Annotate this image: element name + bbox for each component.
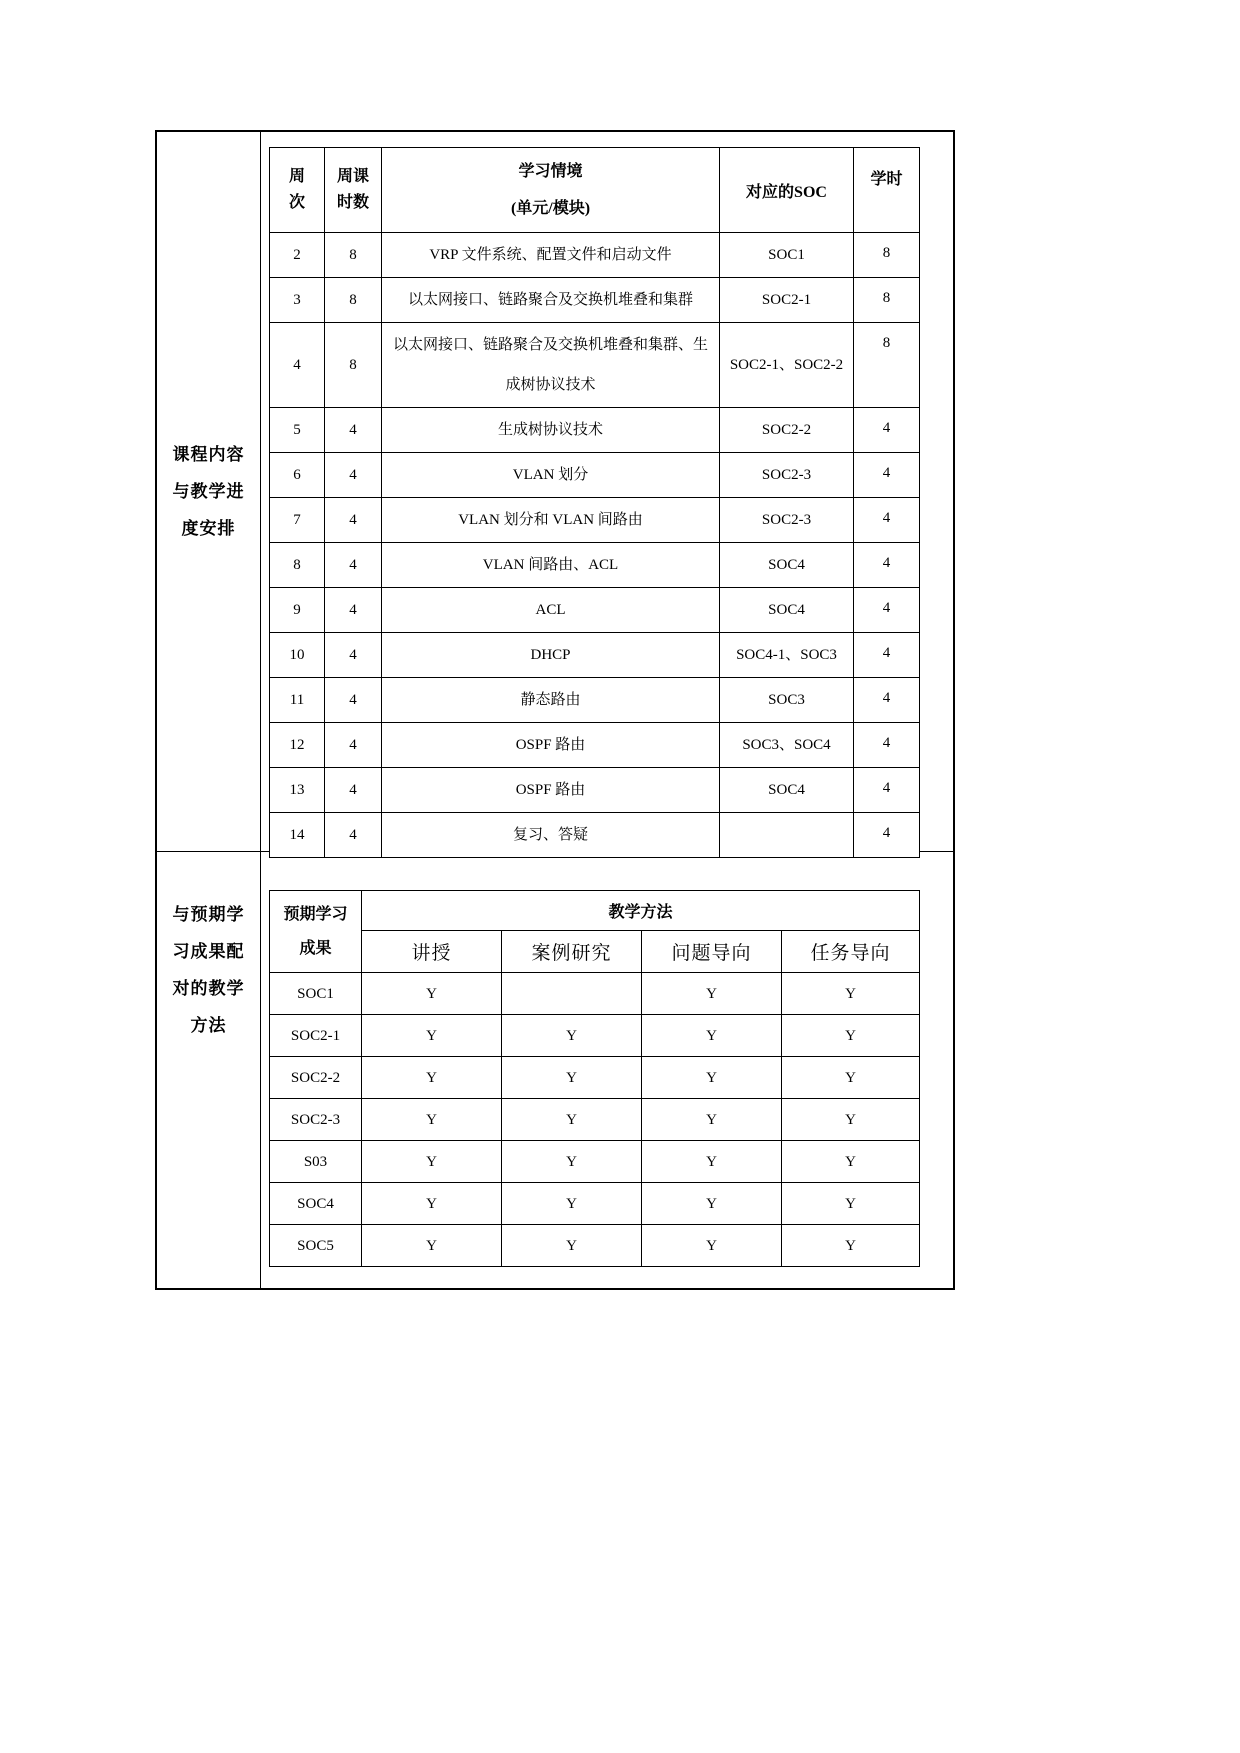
outcome-cell: SOC2-3 bbox=[270, 1099, 362, 1141]
situation-cell: 复习、答疑 bbox=[382, 813, 720, 858]
methods-row bbox=[270, 1099, 920, 1141]
weekly-hours-cell: 4 bbox=[325, 678, 382, 723]
soc-cell: SOC4-1、SOC3 bbox=[720, 633, 854, 678]
hours-cell: 4 bbox=[854, 678, 920, 723]
hours-cell: 4 bbox=[854, 453, 920, 498]
outcome-cell: SOC5 bbox=[270, 1225, 362, 1267]
methods-row bbox=[270, 1183, 920, 1225]
methods-row bbox=[270, 1225, 920, 1267]
col-header-lecture: 讲授 bbox=[362, 931, 502, 973]
methods-header-row-2 bbox=[270, 931, 920, 973]
outcome-cell: SOC2-2 bbox=[270, 1057, 362, 1099]
methods-row bbox=[270, 973, 920, 1015]
weekly-hours-cell: 8 bbox=[325, 323, 382, 408]
section-label-line: 与教学进 bbox=[172, 482, 245, 501]
lecture-mark-cell: Y bbox=[362, 1057, 502, 1099]
schedule-table bbox=[269, 147, 920, 858]
col-header-weekly-hours bbox=[325, 148, 382, 233]
schedule-content-cell bbox=[261, 132, 953, 851]
case-study-mark-cell: Y bbox=[502, 1057, 642, 1099]
weekly-hours-cell: 4 bbox=[325, 588, 382, 633]
col-header-teaching-methods: 教学方法 bbox=[362, 891, 920, 931]
schedule-row bbox=[270, 323, 920, 408]
col-header-situation-line: 学习情境 bbox=[518, 163, 583, 180]
task-oriented-mark-cell: Y bbox=[782, 1141, 920, 1183]
col-header-situation-line: (单元/模块) bbox=[510, 200, 591, 217]
week-cell: 10 bbox=[270, 633, 325, 678]
schedule-header-row bbox=[270, 148, 920, 233]
lecture-mark-cell: Y bbox=[362, 1183, 502, 1225]
situation-cell: VLAN 划分 bbox=[382, 453, 720, 498]
soc-cell: SOC2-3 bbox=[720, 498, 854, 543]
case-study-mark-cell: Y bbox=[502, 1015, 642, 1057]
col-header-weekly-hours-line: 时数 bbox=[336, 194, 369, 211]
col-header-week bbox=[270, 148, 325, 233]
problem-oriented-mark-cell: Y bbox=[642, 1099, 782, 1141]
task-oriented-mark-cell: Y bbox=[782, 1183, 920, 1225]
section-label-line: 课程内容 bbox=[172, 445, 245, 464]
section-label-schedule bbox=[157, 132, 261, 851]
hours-cell: 4 bbox=[854, 768, 920, 813]
col-header-outcome-line: 预期学习 bbox=[283, 905, 348, 923]
weekly-hours-cell: 4 bbox=[325, 498, 382, 543]
col-header-soc: 对应的SOC bbox=[720, 148, 854, 233]
situation-cell: 以太网接口、链路聚合及交换机堆叠和集群 bbox=[382, 278, 720, 323]
outer-table bbox=[155, 130, 955, 1290]
col-header-task-oriented: 任务导向 bbox=[782, 931, 920, 973]
schedule-row bbox=[270, 453, 920, 498]
schedule-table-body bbox=[270, 233, 920, 858]
schedule-row bbox=[270, 543, 920, 588]
col-header-situation bbox=[382, 148, 720, 233]
week-cell: 4 bbox=[270, 323, 325, 408]
hours-cell: 8 bbox=[854, 278, 920, 323]
methods-row bbox=[270, 1057, 920, 1099]
hours-cell: 4 bbox=[854, 723, 920, 768]
outcome-cell: SOC4 bbox=[270, 1183, 362, 1225]
weekly-hours-cell: 4 bbox=[325, 543, 382, 588]
task-oriented-mark-cell: Y bbox=[782, 1015, 920, 1057]
problem-oriented-mark-cell: Y bbox=[642, 973, 782, 1015]
schedule-row bbox=[270, 723, 920, 768]
soc-cell: SOC4 bbox=[720, 543, 854, 588]
soc-cell: SOC2-1 bbox=[720, 278, 854, 323]
schedule-row bbox=[270, 233, 920, 278]
schedule-row bbox=[270, 678, 920, 723]
week-cell: 12 bbox=[270, 723, 325, 768]
methods-header-row-1 bbox=[270, 891, 920, 931]
hours-cell: 4 bbox=[854, 498, 920, 543]
schedule-row bbox=[270, 408, 920, 453]
methods-content-cell bbox=[261, 852, 953, 1288]
soc-cell: SOC3 bbox=[720, 678, 854, 723]
situation-cell: VLAN 间路由、ACL bbox=[382, 543, 720, 588]
schedule-row bbox=[270, 768, 920, 813]
soc-cell: SOC3、SOC4 bbox=[720, 723, 854, 768]
situation-cell: 生成树协议技术 bbox=[382, 408, 720, 453]
weekly-hours-cell: 4 bbox=[325, 453, 382, 498]
case-study-mark-cell: Y bbox=[502, 1183, 642, 1225]
situation-cell: DHCP bbox=[382, 633, 720, 678]
hours-cell: 8 bbox=[854, 233, 920, 278]
situation-cell: 以太网接口、链路聚合及交换机堆叠和集群、生成树协议技术 bbox=[382, 323, 720, 408]
task-oriented-mark-cell: Y bbox=[782, 1225, 920, 1267]
section-label-line: 方法 bbox=[190, 1016, 227, 1035]
problem-oriented-mark-cell: Y bbox=[642, 1057, 782, 1099]
week-cell: 11 bbox=[270, 678, 325, 723]
soc-cell: SOC4 bbox=[720, 588, 854, 633]
section-label-methods bbox=[157, 852, 261, 1288]
hours-cell: 4 bbox=[854, 408, 920, 453]
section-label-line: 度安排 bbox=[181, 519, 236, 538]
weekly-hours-cell: 4 bbox=[325, 813, 382, 858]
outcome-cell: S03 bbox=[270, 1141, 362, 1183]
col-header-problem-oriented: 问题导向 bbox=[642, 931, 782, 973]
week-cell: 5 bbox=[270, 408, 325, 453]
task-oriented-mark-cell: Y bbox=[782, 973, 920, 1015]
col-header-outcome-line: 成果 bbox=[299, 939, 332, 957]
schedule-section bbox=[157, 132, 953, 852]
weekly-hours-cell: 8 bbox=[325, 278, 382, 323]
section-label-line: 与预期学 bbox=[172, 905, 245, 924]
problem-oriented-mark-cell: Y bbox=[642, 1183, 782, 1225]
weekly-hours-cell: 4 bbox=[325, 633, 382, 678]
weekly-hours-cell: 4 bbox=[325, 408, 382, 453]
week-cell: 8 bbox=[270, 543, 325, 588]
week-cell: 9 bbox=[270, 588, 325, 633]
week-cell: 2 bbox=[270, 233, 325, 278]
soc-cell: SOC2-1、SOC2-2 bbox=[720, 323, 854, 408]
problem-oriented-mark-cell: Y bbox=[642, 1225, 782, 1267]
hours-cell: 4 bbox=[854, 633, 920, 678]
col-header-week-line: 次 bbox=[288, 194, 305, 211]
situation-cell: VRP 文件系统、配置文件和启动文件 bbox=[382, 233, 720, 278]
case-study-mark-cell: Y bbox=[502, 1099, 642, 1141]
section-label-line: 对的教学 bbox=[172, 979, 245, 998]
schedule-row bbox=[270, 588, 920, 633]
week-cell: 7 bbox=[270, 498, 325, 543]
schedule-row bbox=[270, 278, 920, 323]
hours-cell: 4 bbox=[854, 588, 920, 633]
task-oriented-mark-cell: Y bbox=[782, 1057, 920, 1099]
lecture-mark-cell: Y bbox=[362, 1015, 502, 1057]
situation-cell: ACL bbox=[382, 588, 720, 633]
col-header-week-line: 周 bbox=[288, 168, 305, 185]
methods-section bbox=[157, 852, 953, 1288]
case-study-mark-cell: Y bbox=[502, 1141, 642, 1183]
methods-row bbox=[270, 1141, 920, 1183]
soc-cell: SOC1 bbox=[720, 233, 854, 278]
weekly-hours-cell: 4 bbox=[325, 723, 382, 768]
schedule-row bbox=[270, 813, 920, 858]
case-study-mark-cell: Y bbox=[502, 1225, 642, 1267]
weekly-hours-cell: 4 bbox=[325, 768, 382, 813]
outcome-cell: SOC1 bbox=[270, 973, 362, 1015]
soc-cell: SOC2-2 bbox=[720, 408, 854, 453]
col-header-outcome bbox=[270, 891, 362, 973]
hours-cell: 4 bbox=[854, 543, 920, 588]
section-label-line: 习成果配 bbox=[172, 942, 245, 961]
week-cell: 13 bbox=[270, 768, 325, 813]
soc-cell: SOC2-3 bbox=[720, 453, 854, 498]
case-study-mark-cell bbox=[502, 973, 642, 1015]
problem-oriented-mark-cell: Y bbox=[642, 1141, 782, 1183]
problem-oriented-mark-cell: Y bbox=[642, 1015, 782, 1057]
situation-cell: OSPF 路由 bbox=[382, 723, 720, 768]
col-header-weekly-hours-line: 周课 bbox=[336, 168, 369, 185]
methods-table bbox=[269, 890, 920, 1267]
week-cell: 6 bbox=[270, 453, 325, 498]
soc-cell bbox=[720, 813, 854, 858]
methods-table-body bbox=[270, 973, 920, 1267]
methods-row bbox=[270, 1015, 920, 1057]
lecture-mark-cell: Y bbox=[362, 973, 502, 1015]
situation-cell: OSPF 路由 bbox=[382, 768, 720, 813]
hours-cell: 4 bbox=[854, 813, 920, 858]
situation-cell: 静态路由 bbox=[382, 678, 720, 723]
schedule-row bbox=[270, 633, 920, 678]
task-oriented-mark-cell: Y bbox=[782, 1099, 920, 1141]
week-cell: 3 bbox=[270, 278, 325, 323]
week-cell: 14 bbox=[270, 813, 325, 858]
outcome-cell: SOC2-1 bbox=[270, 1015, 362, 1057]
weekly-hours-cell: 8 bbox=[325, 233, 382, 278]
situation-cell: VLAN 划分和 VLAN 间路由 bbox=[382, 498, 720, 543]
col-header-hours: 学时 bbox=[854, 148, 920, 233]
soc-cell: SOC4 bbox=[720, 768, 854, 813]
lecture-mark-cell: Y bbox=[362, 1099, 502, 1141]
schedule-row bbox=[270, 498, 920, 543]
lecture-mark-cell: Y bbox=[362, 1141, 502, 1183]
col-header-case-study: 案例研究 bbox=[502, 931, 642, 973]
hours-cell: 8 bbox=[854, 323, 920, 408]
lecture-mark-cell: Y bbox=[362, 1225, 502, 1267]
